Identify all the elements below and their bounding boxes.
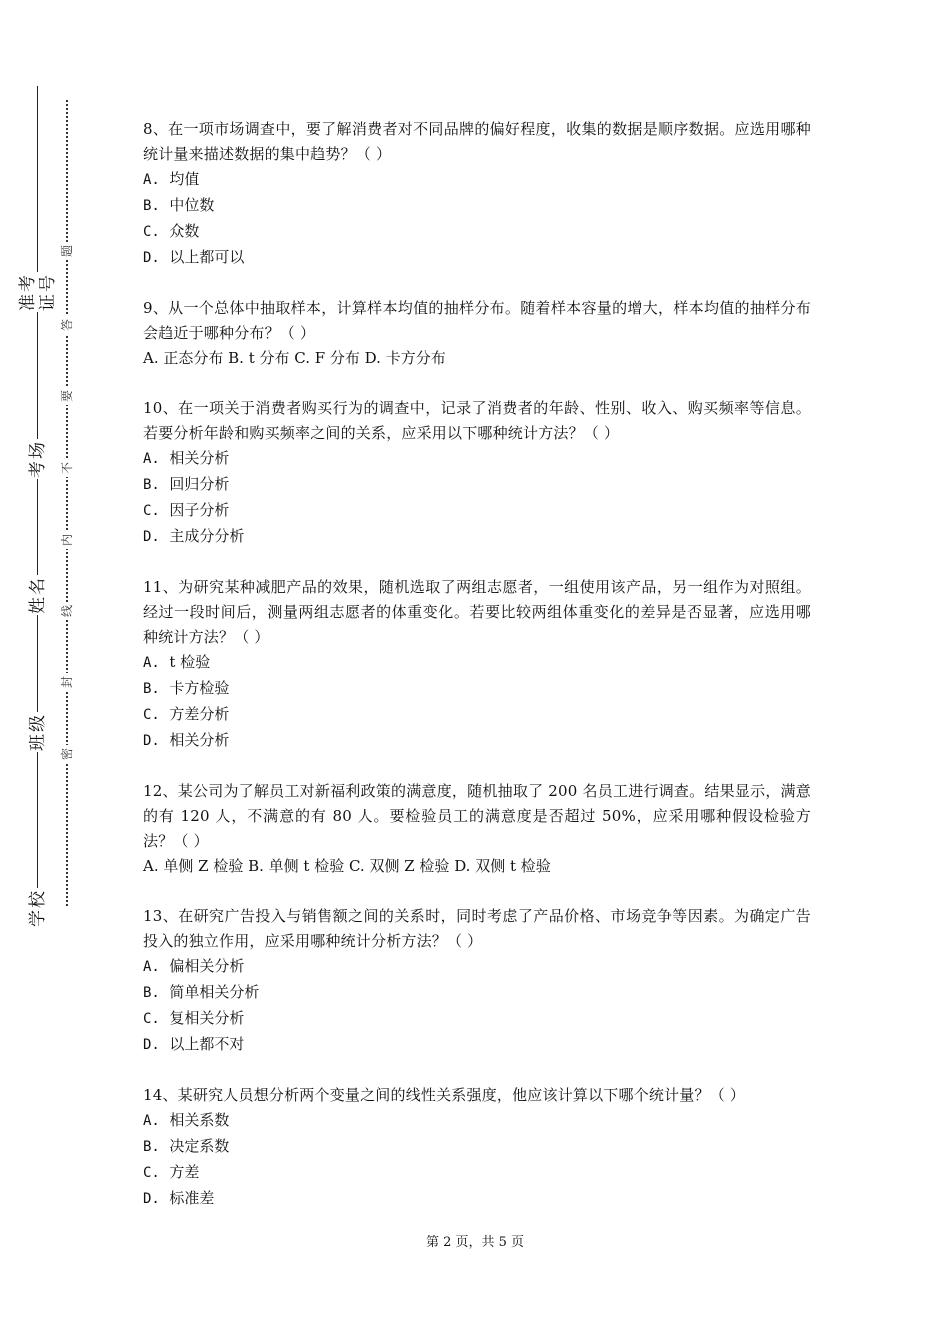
option-a: A. 均值 (143, 170, 200, 188)
seal-char: 题 (58, 242, 76, 260)
question-11 (143, 575, 811, 754)
inline-options: A. 正态分布 B. t 分布 C. F 分布 D. 卡方分布 (143, 349, 446, 367)
question-stem: 8、在一项市场调查中，要了解消费者对不同品牌的偏好程度，收集的数据是顺序数据。应选用哪种统计量来描述数据的集中趋势？（ ） (143, 120, 811, 163)
seal-char: 密 (58, 745, 76, 763)
option-c: C. 复相关分析 (143, 1009, 245, 1027)
question-stem: 14、某研究人员想分析两个变量之间的线性关系强度，他应该计算以下哪个统计量？（ ） (143, 1086, 746, 1104)
question-14 (143, 1083, 811, 1212)
option-c: C. 方差分析 (143, 705, 230, 723)
option-a: A. 相关分析 (143, 449, 230, 467)
option-d: D. 以上都不对 (143, 1035, 245, 1053)
option-b: B. 简单相关分析 (143, 983, 260, 1001)
seal-char: 要 (58, 387, 76, 405)
question-12 (143, 779, 811, 879)
question-stem: 11、为研究某种减肥产品的效果，随机选取了两组志愿者，一组使用该产品，另一组作为对照组。经过一段时间后，测量两组志愿者的体重变化。若要比较两组体重变化的差异是否显著，应选用哪种统计方法？（ ） (143, 578, 811, 646)
question-13 (143, 904, 811, 1058)
seal-char: 答 (58, 316, 76, 334)
option-b: B. 卡方检验 (143, 679, 230, 697)
field-label-exam-number: 准考证号 (18, 273, 58, 311)
question-stem: 12、某公司为了解员工对新福利政策的满意度，随机抽取了 200 名员工进行调查。结果显示，满意的有 120 人，不满意的有 80 人。要检验员工的满意度是否超过 50%，应采用哪种假设检验方法？（ ） (143, 782, 811, 850)
seal-char: 不 (58, 459, 76, 477)
field-label-exam-room: 考场 (28, 440, 48, 478)
option-a: A. 偏相关分析 (143, 957, 245, 975)
question-9 (143, 296, 811, 371)
option-d: D. 以上都可以 (143, 248, 245, 266)
option-d: D. 相关分析 (143, 731, 230, 749)
option-c: C. 方差 (143, 1163, 200, 1181)
question-10 (143, 396, 811, 550)
inline-options: A. 单侧 Z 检验 B. 单侧 t 检验 C. 双侧 Z 检验 D. 双侧 t 检验 (143, 857, 551, 875)
question-stem: 9、从一个总体中抽取样本，计算样本均值的抽样分布。随着样本容量的增大，样本均值的抽样分布会趋近于哪种分布？（ ） (143, 299, 811, 342)
seal-char: 内 (58, 531, 76, 549)
seal-char: 封 (58, 673, 76, 691)
seal-char: 线 (58, 602, 76, 620)
question-stem: 13、在研究广告投入与销售额之间的关系时，同时考虑了产品价格、市场竞争等因素。为确定广告投入的独立作用，应采用哪种统计分析方法？（ ） (143, 907, 811, 950)
page-footer: 第 2 页，共 5 页 (425, 1235, 525, 1250)
question-8 (143, 117, 811, 271)
option-b: B. 中位数 (143, 196, 215, 214)
option-c: C. 众数 (143, 222, 200, 240)
option-a: A. t 检验 (143, 653, 211, 671)
binding-dotted-line (66, 100, 68, 906)
field-label-name: 姓名 (28, 576, 48, 614)
option-d: D. 主成分分析 (143, 527, 245, 545)
field-label-school: 学校 (28, 889, 48, 927)
option-d: D. 标准差 (143, 1189, 215, 1207)
field-label-class: 班级 (28, 713, 48, 751)
question-stem: 10、在一项关于消费者购买行为的调查中，记录了消费者的年龄、性别、收入、购买频率等信息。若要分析年龄和购买频率之间的关系，应采用以下哪种统计方法？（ ） (143, 399, 811, 442)
option-b: B. 回归分析 (143, 475, 230, 493)
option-b: B. 决定系数 (143, 1137, 230, 1155)
option-a: A. 相关系数 (143, 1111, 230, 1129)
binding-margin (0, 0, 100, 1344)
binding-solid-line (37, 86, 38, 922)
option-c: C. 因子分析 (143, 501, 230, 519)
question-list (143, 117, 811, 1237)
